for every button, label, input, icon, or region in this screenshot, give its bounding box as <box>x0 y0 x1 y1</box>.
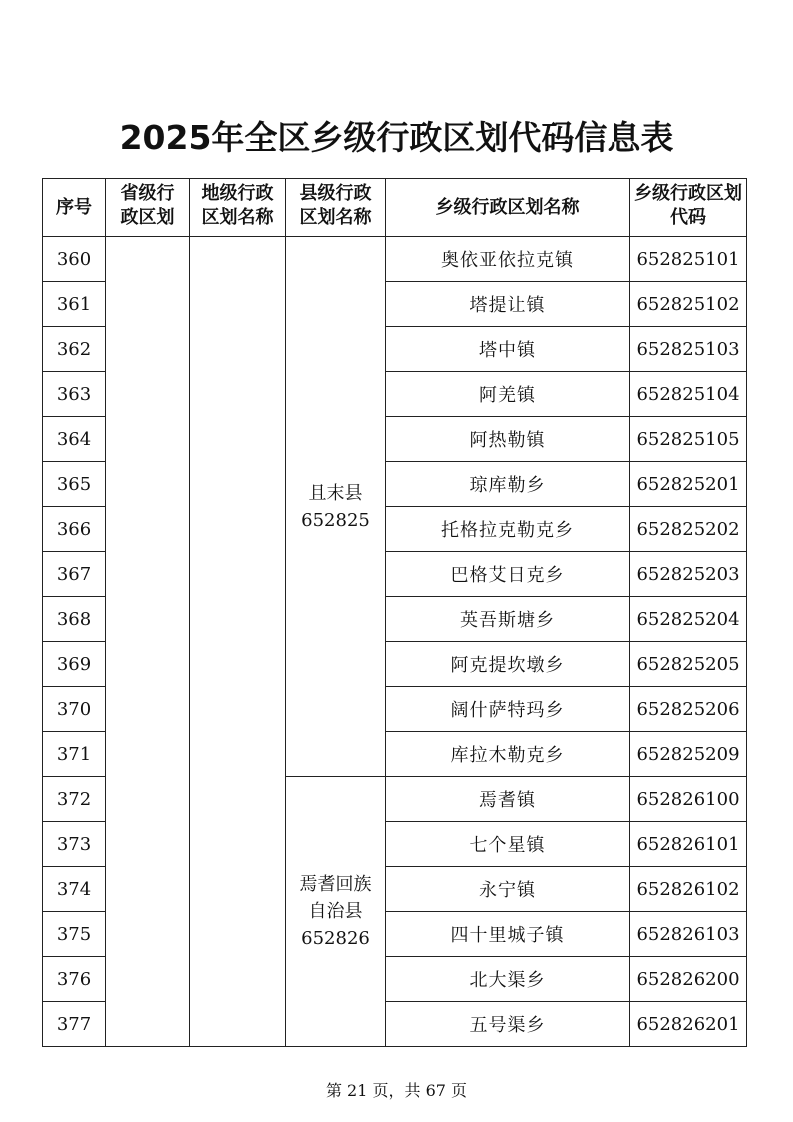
township-code: 652825103 <box>630 327 747 372</box>
township-name: 琼库勒乡 <box>386 462 630 507</box>
township-code: 652826100 <box>630 777 747 822</box>
township-name: 英吾斯塘乡 <box>386 597 630 642</box>
row-seq: 374 <box>43 867 106 912</box>
row-seq: 361 <box>43 282 106 327</box>
row-seq: 375 <box>43 912 106 957</box>
row-seq: 372 <box>43 777 106 822</box>
township-code: 652826201 <box>630 1002 747 1047</box>
township-code: 652825101 <box>630 237 747 282</box>
township-code: 652825201 <box>630 462 747 507</box>
row-seq: 368 <box>43 597 106 642</box>
township-code: 652825209 <box>630 732 747 777</box>
row-seq: 371 <box>43 732 106 777</box>
township-code: 652826101 <box>630 822 747 867</box>
page-footer: 第 21 页，共 67 页 <box>325 1081 468 1100</box>
header-township-code-label: 乡级行政区划代码 <box>634 183 742 228</box>
township-name: 七个星镇 <box>386 822 630 867</box>
township-name: 塔中镇 <box>386 327 630 372</box>
division-code-table <box>42 178 747 1047</box>
prefecture-cell <box>190 237 286 1047</box>
header-province <box>106 179 190 237</box>
province-cell <box>106 237 190 1047</box>
header-row <box>43 179 747 237</box>
township-name: 库拉木勒克乡 <box>386 732 630 777</box>
township-code: 652826102 <box>630 867 747 912</box>
row-seq: 360 <box>43 237 106 282</box>
township-code: 652825202 <box>630 507 747 552</box>
row-seq: 365 <box>43 462 106 507</box>
county-name: 且末县 <box>308 482 363 504</box>
row-seq: 370 <box>43 687 106 732</box>
row-seq: 369 <box>43 642 106 687</box>
table-row <box>43 237 747 282</box>
header-township-code <box>630 179 747 237</box>
township-code: 652825203 <box>630 552 747 597</box>
header-prefecture-label: 地级行政区划名称 <box>201 183 274 228</box>
township-code: 652826200 <box>630 957 747 1002</box>
township-name: 阔什萨特玛乡 <box>386 687 630 732</box>
row-seq: 367 <box>43 552 106 597</box>
county-cell-yanqi <box>286 777 386 1047</box>
header-county-label: 县级行政区划名称 <box>299 183 372 228</box>
township-code: 652825105 <box>630 417 747 462</box>
township-code: 652825205 <box>630 642 747 687</box>
township-name: 四十里城子镇 <box>386 912 630 957</box>
header-province-label: 省级行政区划 <box>120 183 175 228</box>
page-title: 2025年全区乡级行政区划代码信息表 <box>119 118 674 157</box>
county-code: 652826 <box>301 928 370 949</box>
township-code: 652825206 <box>630 687 747 732</box>
header-seq: 序号 <box>43 179 106 237</box>
township-name: 塔提让镇 <box>386 282 630 327</box>
county-code: 652825 <box>301 509 370 531</box>
county-name: 焉耆回族自治县 <box>299 874 372 922</box>
township-name: 奥依亚依拉克镇 <box>386 237 630 282</box>
county-cell-qiemo <box>286 237 386 777</box>
township-name: 阿羌镇 <box>386 372 630 417</box>
header-township-name: 乡级行政区划名称 <box>386 179 630 237</box>
township-code: 652825102 <box>630 282 747 327</box>
township-code: 652826103 <box>630 912 747 957</box>
township-name: 永宁镇 <box>386 867 630 912</box>
row-seq: 364 <box>43 417 106 462</box>
township-code: 652825204 <box>630 597 747 642</box>
row-seq: 377 <box>43 1002 106 1047</box>
row-seq: 366 <box>43 507 106 552</box>
township-name: 阿热勒镇 <box>386 417 630 462</box>
header-county <box>286 179 386 237</box>
header-prefecture <box>190 179 286 237</box>
row-seq: 363 <box>43 372 106 417</box>
township-name: 阿克提坎墩乡 <box>386 642 630 687</box>
township-name: 焉耆镇 <box>386 777 630 822</box>
row-seq: 362 <box>43 327 106 372</box>
township-code: 652825104 <box>630 372 747 417</box>
township-name: 北大渠乡 <box>386 957 630 1002</box>
township-name: 托格拉克勒克乡 <box>386 507 630 552</box>
township-name: 五号渠乡 <box>386 1002 630 1047</box>
township-name: 巴格艾日克乡 <box>386 552 630 597</box>
row-seq: 373 <box>43 822 106 867</box>
row-seq: 376 <box>43 957 106 1002</box>
